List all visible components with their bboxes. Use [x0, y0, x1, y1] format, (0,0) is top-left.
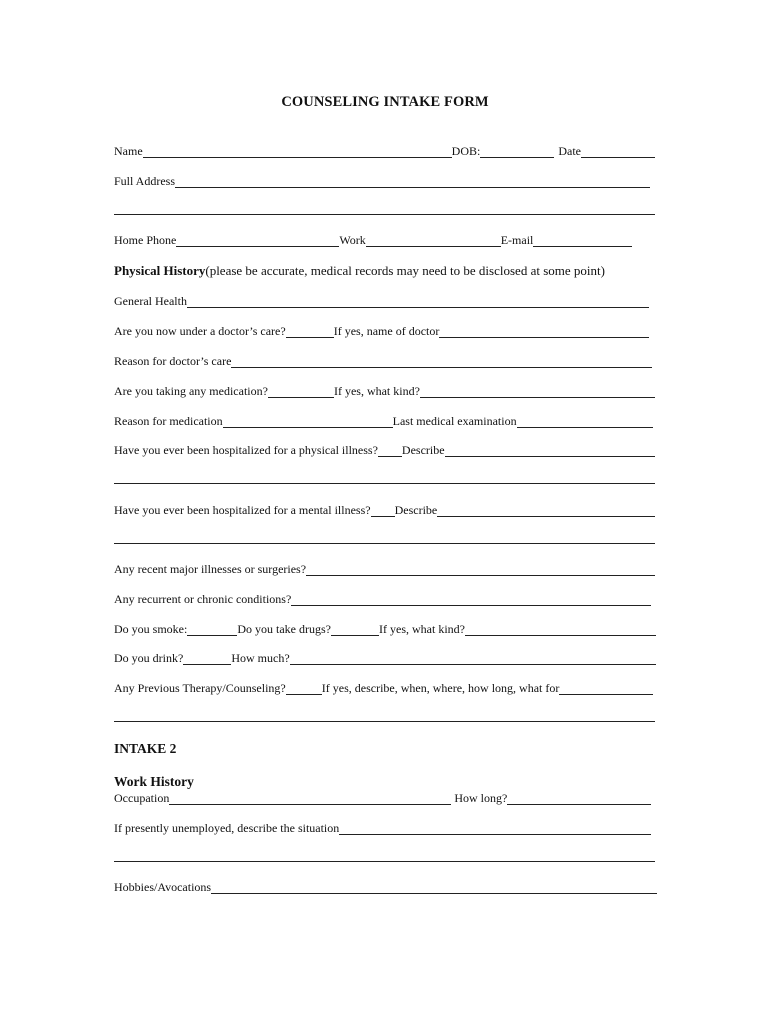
reason-doctor-row [114, 353, 652, 369]
smoke-label: Do you smoke: [114, 622, 188, 636]
recent-illness-field[interactable] [306, 562, 655, 576]
reason-doctor-label: Reason for doctor’s care [114, 354, 232, 368]
doctor-care-row [114, 323, 649, 339]
hobbies-label: Hobbies/Avocations [114, 880, 212, 894]
home-phone-field[interactable] [176, 233, 339, 247]
reason-medication-label: Reason for medication [114, 414, 223, 428]
how-long-label: How long? [451, 791, 508, 805]
doctor-care-label: Are you now under a doctor’s care? [114, 324, 286, 338]
drugs-field[interactable] [331, 622, 379, 636]
how-long-field[interactable] [507, 791, 651, 805]
hosp-mental-field[interactable] [371, 503, 395, 517]
physical-history-note: (please be accurate, medical records may need to be disclosed at some point) [205, 263, 605, 278]
full-address-field[interactable] [175, 174, 650, 188]
general-health-field[interactable] [187, 294, 649, 308]
reason-medication-field[interactable] [223, 414, 393, 428]
doctor-name-label: If yes, name of doctor [333, 324, 440, 338]
email-label: E-mail [500, 233, 534, 247]
smoke-field[interactable] [187, 622, 237, 636]
hosp-mental-line-2[interactable] [114, 543, 655, 544]
address-line-2[interactable] [114, 214, 655, 215]
unemployed-label: If presently unemployed, describe the situation [114, 821, 340, 835]
hosp-physical-row [114, 442, 655, 458]
prev-therapy-field[interactable] [286, 681, 322, 695]
recent-illness-row [114, 561, 655, 577]
medication-field[interactable] [268, 384, 334, 398]
prev-therapy-label: Any Previous Therapy/Counseling? [114, 681, 286, 695]
drink-row [114, 650, 656, 666]
unemployed-line-2[interactable] [114, 861, 655, 862]
medication-kind-label: If yes, what kind? [333, 384, 420, 398]
general-health-label: General Health [114, 294, 187, 308]
address-row [114, 173, 650, 189]
physical-history-title: Physical History [114, 263, 206, 278]
prev-therapy-line-2[interactable] [114, 721, 655, 722]
recurrent-label: Any recurrent or chronic conditions? [114, 592, 292, 606]
intake-2-heading: INTAKE 2 [114, 741, 177, 756]
form-title: COUNSELING INTAKE FORM [281, 94, 489, 110]
prev-therapy-row [114, 680, 653, 696]
home-phone-label: Home Phone [114, 233, 177, 247]
phone-row [114, 232, 632, 248]
unemployed-field[interactable] [339, 821, 651, 835]
last-exam-label: Last medical examination [392, 414, 517, 428]
work-phone-field[interactable] [366, 233, 501, 247]
hosp-mental-describe-label: Describe [394, 503, 438, 517]
physical-history-heading [114, 263, 605, 279]
dob-label: DOB: [451, 144, 481, 158]
work-history-heading: Work History [114, 774, 194, 789]
reason-doctor-field[interactable] [231, 354, 652, 368]
occupation-field[interactable] [169, 791, 451, 805]
hosp-physical-field[interactable] [378, 443, 402, 457]
doctor-care-field[interactable] [286, 324, 334, 338]
hosp-physical-label: Have you ever been hospitalized for a physical illness? [114, 443, 378, 457]
drink-field[interactable] [183, 651, 231, 665]
drugs-kind-label: If yes, what kind? [379, 622, 465, 636]
drugs-kind-field[interactable] [465, 622, 656, 636]
last-exam-field[interactable] [517, 414, 653, 428]
occupation-label: Occupation [114, 791, 170, 805]
reason-medication-row [114, 413, 653, 429]
unemployed-row [114, 820, 651, 836]
hosp-mental-label: Have you ever been hospitalized for a mental illness? [114, 503, 371, 517]
recurrent-row [114, 591, 651, 607]
hobbies-field[interactable] [211, 880, 657, 894]
work-phone-label: Work [339, 233, 366, 247]
dob-field[interactable] [480, 144, 554, 158]
drink-label: Do you drink? [114, 651, 184, 665]
name-dob-date-row [114, 143, 655, 159]
recurrent-field[interactable] [291, 592, 651, 606]
general-health-row [114, 293, 649, 309]
medication-label: Are you taking any medication? [114, 384, 268, 398]
doctor-name-field[interactable] [439, 324, 649, 338]
date-field[interactable] [581, 144, 655, 158]
drugs-label: Do you take drugs? [237, 622, 331, 636]
hobbies-row [114, 879, 657, 895]
hosp-physical-describe-field[interactable] [445, 443, 655, 457]
hosp-physical-describe-label: Describe [401, 443, 445, 457]
date-label: Date [558, 144, 581, 158]
medication-row [114, 383, 655, 399]
hosp-mental-describe-field[interactable] [437, 503, 655, 517]
how-much-field[interactable] [290, 651, 656, 665]
prev-therapy-describe-label: If yes, describe, when, where, how long, what for [321, 681, 560, 695]
hosp-mental-row [114, 502, 655, 518]
how-much-label: How much? [231, 651, 290, 665]
full-address-label: Full Address [114, 174, 176, 188]
email-field[interactable] [533, 233, 632, 247]
name-label: Name [114, 144, 143, 158]
name-field[interactable] [143, 144, 452, 158]
smoke-drugs-row [114, 621, 656, 637]
hosp-physical-line-2[interactable] [114, 483, 655, 484]
occupation-row [114, 790, 651, 806]
recent-illness-label: Any recent major illnesses or surgeries? [114, 562, 307, 576]
prev-therapy-describe-field[interactable] [559, 681, 653, 695]
medication-kind-field[interactable] [420, 384, 655, 398]
